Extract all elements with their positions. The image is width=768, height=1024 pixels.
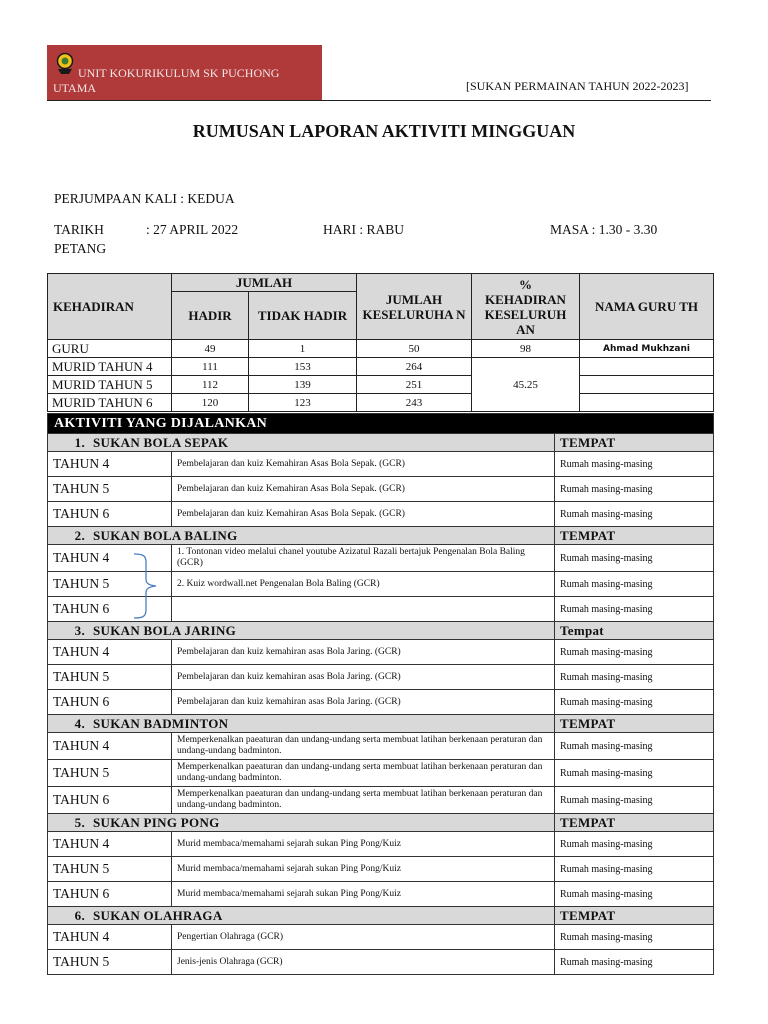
tahun-cell: TAHUN 6 — [48, 787, 172, 814]
activity-place: Rumah masing-masing — [555, 665, 714, 690]
table-row — [48, 882, 714, 907]
tahun-cell: TAHUN 5 — [48, 950, 172, 975]
tahun-cell: TAHUN 5 — [48, 857, 172, 882]
murid-percent-cell: 45.25 — [472, 358, 580, 412]
tidak-hadir-cell: 123 — [249, 394, 357, 412]
activity-desc: Pembelajaran dan kuiz kemahiran asas Bola Jaring. (GCR) — [172, 665, 555, 690]
tahun-cell: TAHUN 4 — [48, 545, 172, 572]
activity-place: Rumah masing-masing — [555, 760, 714, 787]
day-value: HARI : RABU — [323, 222, 405, 237]
header-keseluruhan: JUMLAH KESELURUHA N — [357, 274, 472, 340]
tahun-cell: TAHUN 4 — [48, 832, 172, 857]
table-row — [48, 452, 714, 477]
activity-desc: 1. Tontonan video melalui chanel youtube Azizatul Razali bertajuk Pengenalan Bola Baling (GCR) — [172, 545, 555, 572]
hadir-cell: 111 — [172, 358, 249, 376]
page-title: RUMUSAN LAPORAN AKTIVITI MINGGUAN — [192, 121, 576, 141]
grouping-brace-icon — [132, 552, 158, 620]
date-value: : 27 APRIL 2022 — [146, 222, 239, 237]
activity-desc: Memperkenalkan paeaturan dan undang-undang serta membuat latihan berkenaan peraturan dan undang-undang badminton. — [172, 760, 555, 787]
section-number: 2. — [74, 527, 85, 543]
row-label: GURU — [48, 340, 172, 358]
activities-banner: AKTIVITI YANG DIJALANKAN — [48, 414, 714, 434]
table-row — [48, 733, 714, 760]
place-header: TEMPAT — [555, 434, 714, 452]
row-label: MURID TAHUN 4 — [48, 358, 172, 376]
table-row — [48, 925, 714, 950]
section-number: 1. — [74, 434, 85, 450]
guru-cell: Ahmad Mukhzani — [580, 340, 714, 358]
table-row — [48, 394, 714, 412]
section-number: 6. — [74, 907, 85, 923]
section-title: SUKAN PING PONG — [93, 814, 220, 830]
row-label: MURID TAHUN 5 — [48, 376, 172, 394]
tahun-cell: TAHUN 4 — [48, 925, 172, 950]
jumlah-cell: 264 — [357, 358, 472, 376]
section-title: SUKAN BOLA BALING — [93, 527, 238, 543]
unit-header-box — [47, 45, 322, 100]
activity-place: Rumah masing-masing — [555, 882, 714, 907]
hadir-cell: 120 — [172, 394, 249, 412]
header-jumlah: JUMLAH — [172, 274, 357, 292]
activity-desc: 2. Kuiz wordwall.net Pengenalan Bola Baling (GCR) — [172, 572, 555, 597]
tahun-cell: TAHUN 4 — [48, 733, 172, 760]
activity-place: Rumah masing-masing — [555, 787, 714, 814]
activity-desc: Pengertian Olahraga (GCR) — [172, 925, 555, 950]
activities-table — [47, 413, 714, 975]
section-title: SUKAN OLAHRAGA — [93, 907, 223, 923]
tahun-cell: TAHUN 6 — [48, 882, 172, 907]
tidak-hadir-cell: 139 — [249, 376, 357, 394]
table-row — [48, 690, 714, 715]
table-row — [48, 665, 714, 690]
activity-place: Rumah masing-masing — [555, 857, 714, 882]
tahun-cell: TAHUN 5 — [48, 477, 172, 502]
tahun-cell: TAHUN 4 — [48, 452, 172, 477]
place-header: TEMPAT — [555, 715, 714, 733]
place-header: TEMPAT — [555, 814, 714, 832]
section-header-bola-jaring — [48, 622, 555, 640]
place-header: Tempat — [555, 622, 714, 640]
tahun-cell: TAHUN 6 — [48, 597, 172, 622]
activity-desc: Murid membaca/memahami sejarah sukan Ping Pong/Kuiz — [172, 832, 555, 857]
table-row — [48, 950, 714, 975]
section-number: 3. — [74, 622, 85, 638]
activity-desc: Pembelajaran dan kuiz Kemahiran Asas Bola Sepak. (GCR) — [172, 452, 555, 477]
section-header-ping-pong — [48, 814, 555, 832]
table-row — [48, 787, 714, 814]
jumlah-cell: 50 — [357, 340, 472, 358]
tahun-cell: TAHUN 6 — [48, 502, 172, 527]
activity-desc: Murid membaca/memahami sejarah sukan Ping Pong/Kuiz — [172, 857, 555, 882]
tahun-cell: TAHUN 6 — [48, 690, 172, 715]
activity-desc: Pembelajaran dan kuiz kemahiran asas Bola Jaring. (GCR) — [172, 640, 555, 665]
percent-cell: 98 — [472, 340, 580, 358]
tidak-hadir-cell: 153 — [249, 358, 357, 376]
header-percent: % KEHADIRAN KESELURUH AN — [472, 274, 580, 340]
jumlah-cell: 251 — [357, 376, 472, 394]
section-header-olahraga — [48, 907, 555, 925]
activity-desc: Jenis-jenis Olahraga (GCR) — [172, 950, 555, 975]
tahun-cell: TAHUN 5 — [48, 760, 172, 787]
activity-place: Rumah masing-masing — [555, 572, 714, 597]
section-header-bola-baling — [48, 527, 555, 545]
activity-place: Rumah masing-masing — [555, 502, 714, 527]
hadir-cell: 49 — [172, 340, 249, 358]
table-row — [48, 340, 714, 358]
activity-place: Rumah masing-masing — [555, 733, 714, 760]
activity-place: Rumah masing-masing — [555, 452, 714, 477]
activity-place: Rumah masing-masing — [555, 832, 714, 857]
meeting-number: PERJUMPAAN KALI : KEDUA — [54, 191, 235, 206]
section-header-badminton — [48, 715, 555, 733]
time-continued: PETANG — [54, 241, 107, 256]
activity-desc: Memperkenalkan paeaturan dan undang-undang serta membuat latihan berkenaan peraturan dan undang-undang badminton. — [172, 787, 555, 814]
activity-desc: Murid membaca/memahami sejarah sukan Ping Pong/Kuiz — [172, 882, 555, 907]
place-header: TEMPAT — [555, 907, 714, 925]
section-number: 5. — [74, 814, 85, 830]
date-label: TARIKH — [54, 222, 104, 237]
time-value: MASA : 1.30 - 3.30 — [550, 222, 658, 237]
tahun-cell: TAHUN 5 — [48, 572, 172, 597]
guru-cell — [580, 394, 714, 412]
activity-place: Rumah masing-masing — [555, 545, 714, 572]
place-header: TEMPAT — [555, 527, 714, 545]
activity-place: Rumah masing-masing — [555, 925, 714, 950]
table-row — [48, 477, 714, 502]
section-header-bola-sepak — [48, 434, 555, 452]
section-title: SUKAN BADMINTON — [93, 715, 229, 731]
table-row — [48, 376, 714, 394]
header-hadir: HADIR — [172, 292, 249, 340]
guru-cell — [580, 376, 714, 394]
header-guru: NAMA GURU TH — [580, 274, 714, 340]
activity-desc — [172, 597, 555, 622]
activity-place: Rumah masing-masing — [555, 597, 714, 622]
activity-desc: Pembelajaran dan kuiz Kemahiran Asas Bola Sepak. (GCR) — [172, 477, 555, 502]
header-divider — [47, 100, 711, 101]
activity-place: Rumah masing-masing — [555, 477, 714, 502]
header-tidak-hadir: TIDAK HADIR — [249, 292, 357, 340]
activity-desc: Pembelajaran dan kuiz kemahiran asas Bola Jaring. (GCR) — [172, 690, 555, 715]
unit-name: UNIT KOKURIKULUM SK PUCHONG UTAMA — [53, 66, 280, 95]
tidak-hadir-cell: 1 — [249, 340, 357, 358]
activity-place: Rumah masing-masing — [555, 950, 714, 975]
header-kehadiran: KEHADIRAN — [48, 274, 172, 340]
table-row — [48, 832, 714, 857]
activity-desc: Memperkenalkan paeaturan dan undang-undang serta membuat latihan berkenaan peraturan dan undang-undang badminton. — [172, 733, 555, 760]
table-row — [48, 502, 714, 527]
tahun-cell: TAHUN 5 — [48, 665, 172, 690]
table-row — [48, 358, 714, 376]
table-row — [48, 640, 714, 665]
jumlah-cell: 243 — [357, 394, 472, 412]
row-label: MURID TAHUN 6 — [48, 394, 172, 412]
guru-cell — [580, 358, 714, 376]
section-title: SUKAN BOLA SEPAK — [93, 434, 229, 450]
attendance-table — [47, 273, 714, 412]
table-row — [48, 857, 714, 882]
section-number: 4. — [74, 715, 85, 731]
program-title: [SUKAN PERMAINAN TAHUN 2022-2023] — [466, 79, 689, 93]
activity-place: Rumah masing-masing — [555, 640, 714, 665]
section-title: SUKAN BOLA JARING — [93, 622, 237, 638]
hadir-cell: 112 — [172, 376, 249, 394]
activity-place: Rumah masing-masing — [555, 690, 714, 715]
activity-desc: Pembelajaran dan kuiz Kemahiran Asas Bola Sepak. (GCR) — [172, 502, 555, 527]
tahun-cell: TAHUN 4 — [48, 640, 172, 665]
table-row — [48, 760, 714, 787]
